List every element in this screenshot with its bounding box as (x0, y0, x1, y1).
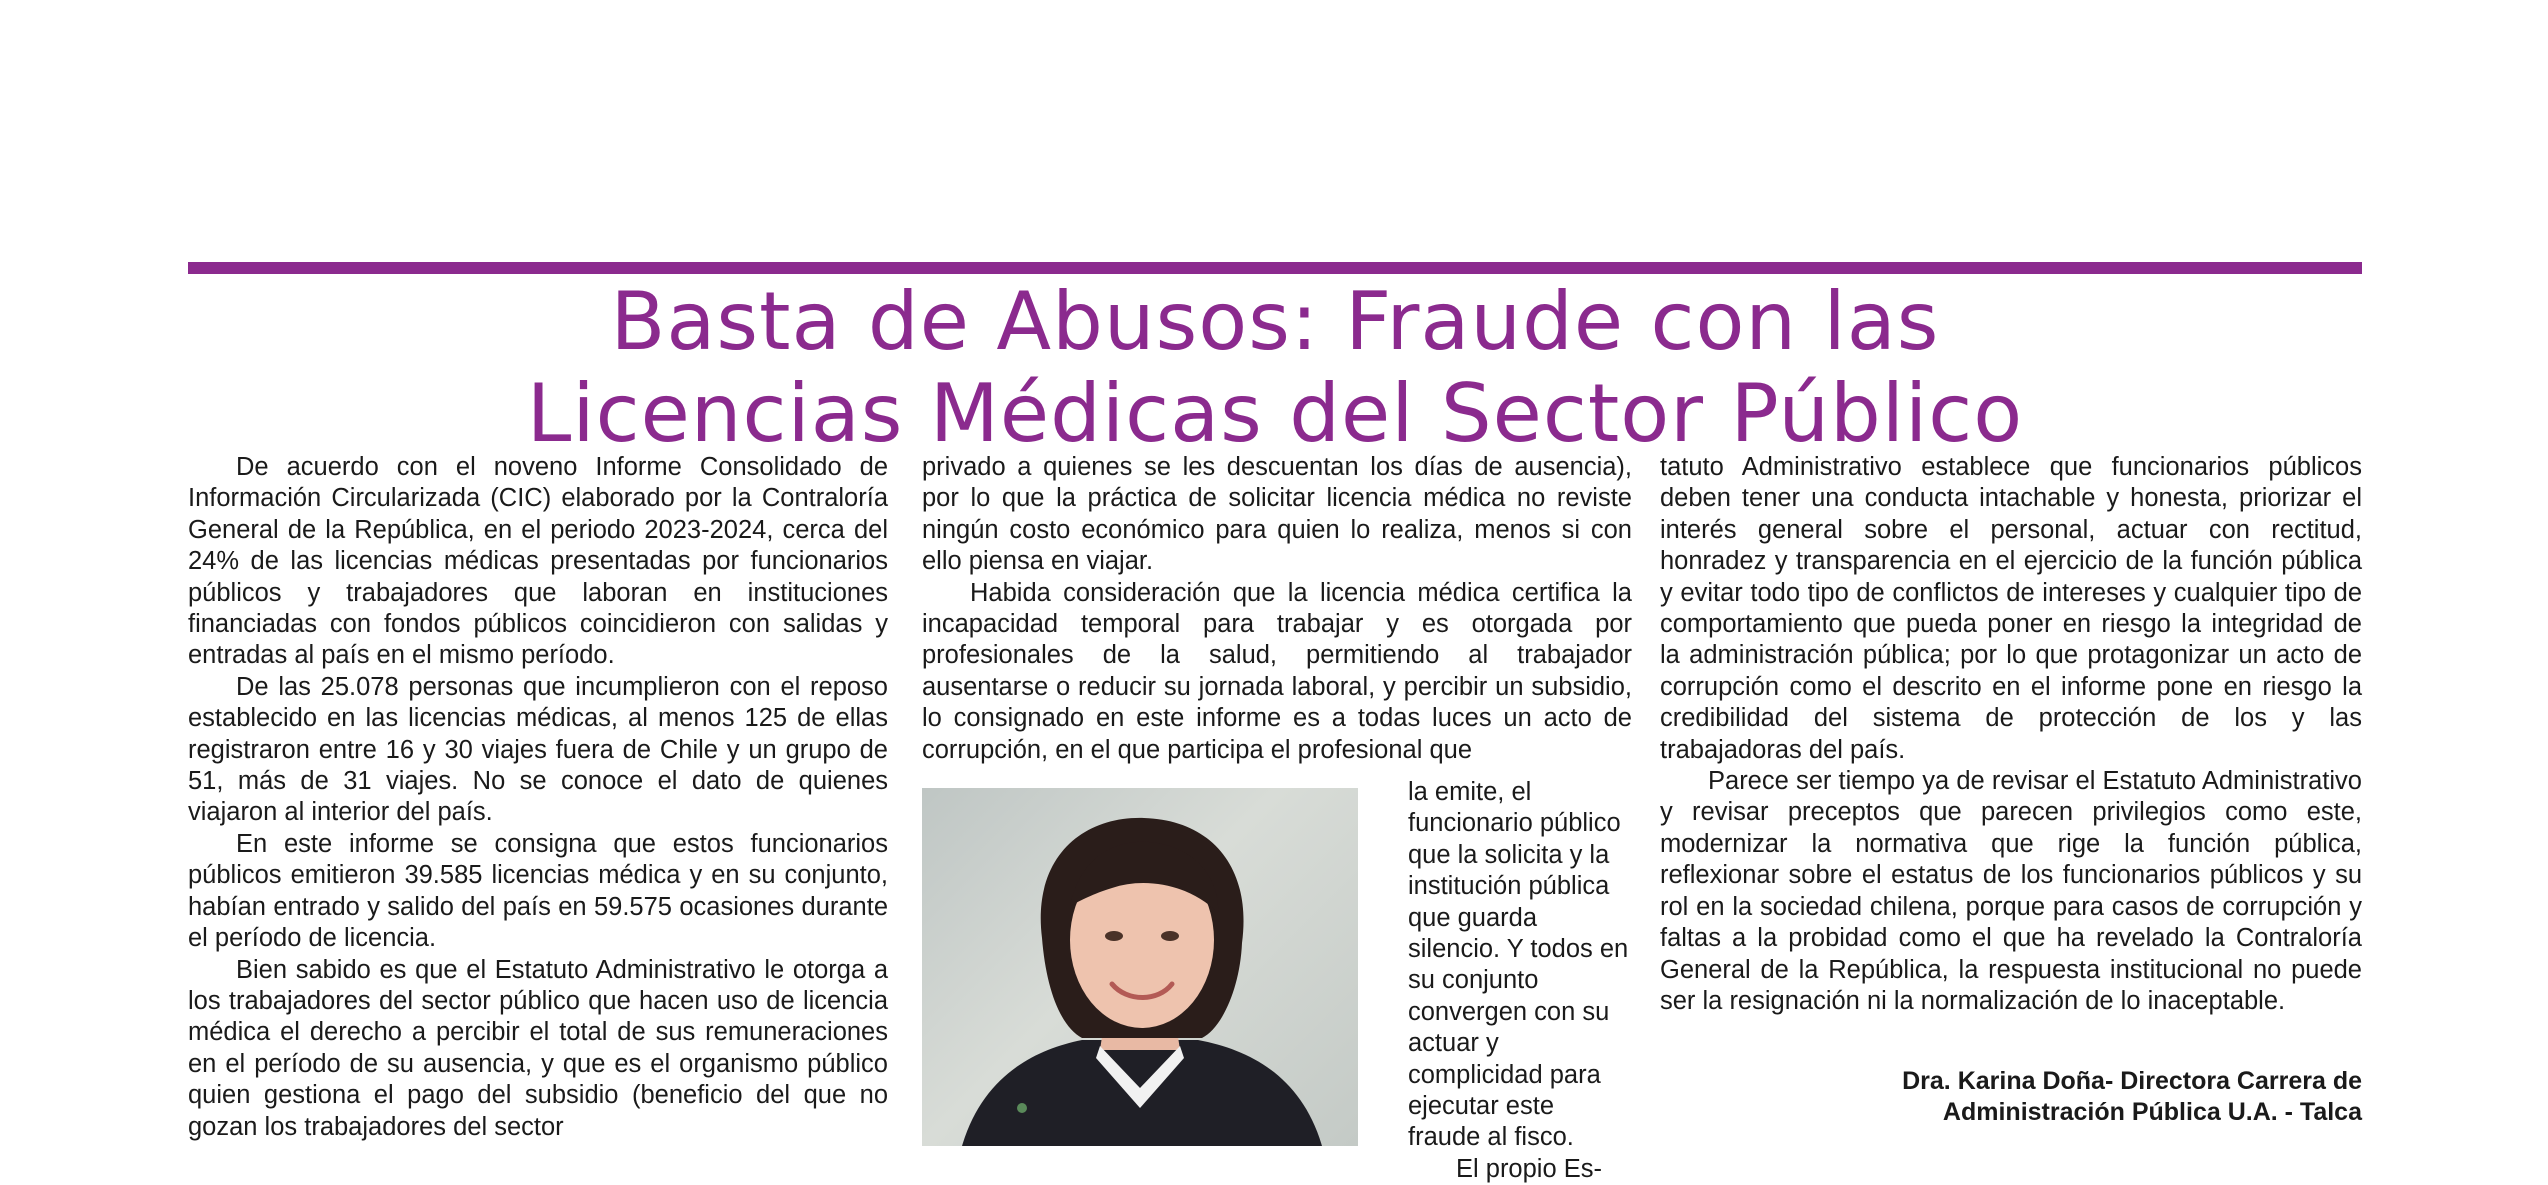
article-headline (188, 276, 2362, 460)
article-column-3 (1660, 452, 2362, 1017)
paragraph: Parece ser tiempo ya de revisar el Estatuto Administrativo y revisar preceptos que parecen privilegios como este, modernizar la normativa que rige la función pública, reflexionar sobre el estatus de los funcionarios públicos y su rol en la sociedad chilena, porque para casos de corrupción y faltas a la probidad como el que ha revelado la Contraloría General de la República, la respuesta institucional no puede ser la resignación ni la normalización de lo inaceptable. (1660, 767, 2362, 1015)
signature-line-1: Dra. Karina Doña- Directora Carrera de (1902, 1067, 2362, 1095)
signature-line-2: Administración Pública U.A. - Talca (1942, 1098, 2362, 1126)
author-signature (1660, 1066, 2362, 1128)
paragraph: la emite, el funcionario público que la solicita y la institución pública que guarda silencio. Y todos en su conjunto convergen con su actuar y complicidad para ejecutar este fraude al fisco. (1408, 778, 1629, 1152)
paragraph: tatuto Administrativo establece que funcionarios públicos deben tener una conducta intachable y honesta, priorizar el interés general sobre el personal, actuar con rectitud, honradez y transparencia en el ejercicio de la función pública y evitar todo tipo de conflictos de intereses y cualquier tipo de comportamiento que pueda poner en riesgo la integridad de la administración pública; por lo que protagonizar un acto de corrupción como el descrito en el informe pone en riesgo la credibilidad del sistema de protección de los y las trabajadoras del país. (1660, 453, 2362, 764)
article-column-1 (188, 452, 888, 1143)
paragraph: De las 25.078 personas que incumplieron con el reposo establecido en las licencias médicas, al menos 125 de ellas registraron entre 16 y 30 viajes fuera de Chile y un grupo de 51, más de 31 viajes. No se conoce el dato de quienes viajaron al interior del país. (188, 672, 888, 827)
paragraph: De acuerdo con el noveno Informe Consolidado de Información Circularizada (CIC) elaborado por la Contraloría General de la República, en el periodo 2023-2024, cerca del 24% de las licencias médicas presentadas por funcionarios públicos y trabajadores que laboran en instituciones financiadas con fondos públicos coincidieron con salidas y entradas al país en el mismo período. (188, 453, 888, 670)
paragraph: El propio Es- (1456, 1154, 1602, 1183)
header-rule (188, 262, 2362, 274)
paragraph: privado a quienes se les descuentan los días de ausencia), por lo que la práctica de solicitar licencia médica no reviste ningún costo económico para quien lo realiza, menos si con ello piensa en viajar. (922, 453, 1632, 576)
paragraph: Bien sabido es que el Estatuto Administrativo le otorga a los trabajadores del sector público que hacen uso de licencia médica el derecho a percibir el total de sus remuneraciones en el período de su ausencia, y que es el organismo público quien gestiona el pago del subsidio (beneficio del que no gozan los trabajadores del sector (188, 955, 888, 1141)
article-column-2-wrap (1408, 777, 1632, 1185)
paragraph: Habida consideración que la licencia médica certifica la incapacidad temporal para trabajar y es otorgada por profesionales de la salud, permitiendo al trabajador ausentarse o reducir su jornada laboral, y percibir un subsidio, lo consignado en este informe es a todas luces un acto de corrupción, en el que participa el profesional que (922, 578, 1632, 764)
headline-line-1: Basta de Abusos: Fraude con las (610, 275, 1940, 368)
author-photo (922, 788, 1358, 1146)
article-column-2 (922, 452, 1632, 766)
author-portrait-illustration (922, 788, 1358, 1146)
headline-line-2: Licencias Médicas del Sector Público (526, 367, 2024, 460)
paragraph: En este informe se consigna que estos funcionarios públicos emitieron 39.585 licencias médica y en su conjunto, habían entrado y salido del país en 59.575 ocasiones durante el período de licencia. (188, 829, 888, 953)
